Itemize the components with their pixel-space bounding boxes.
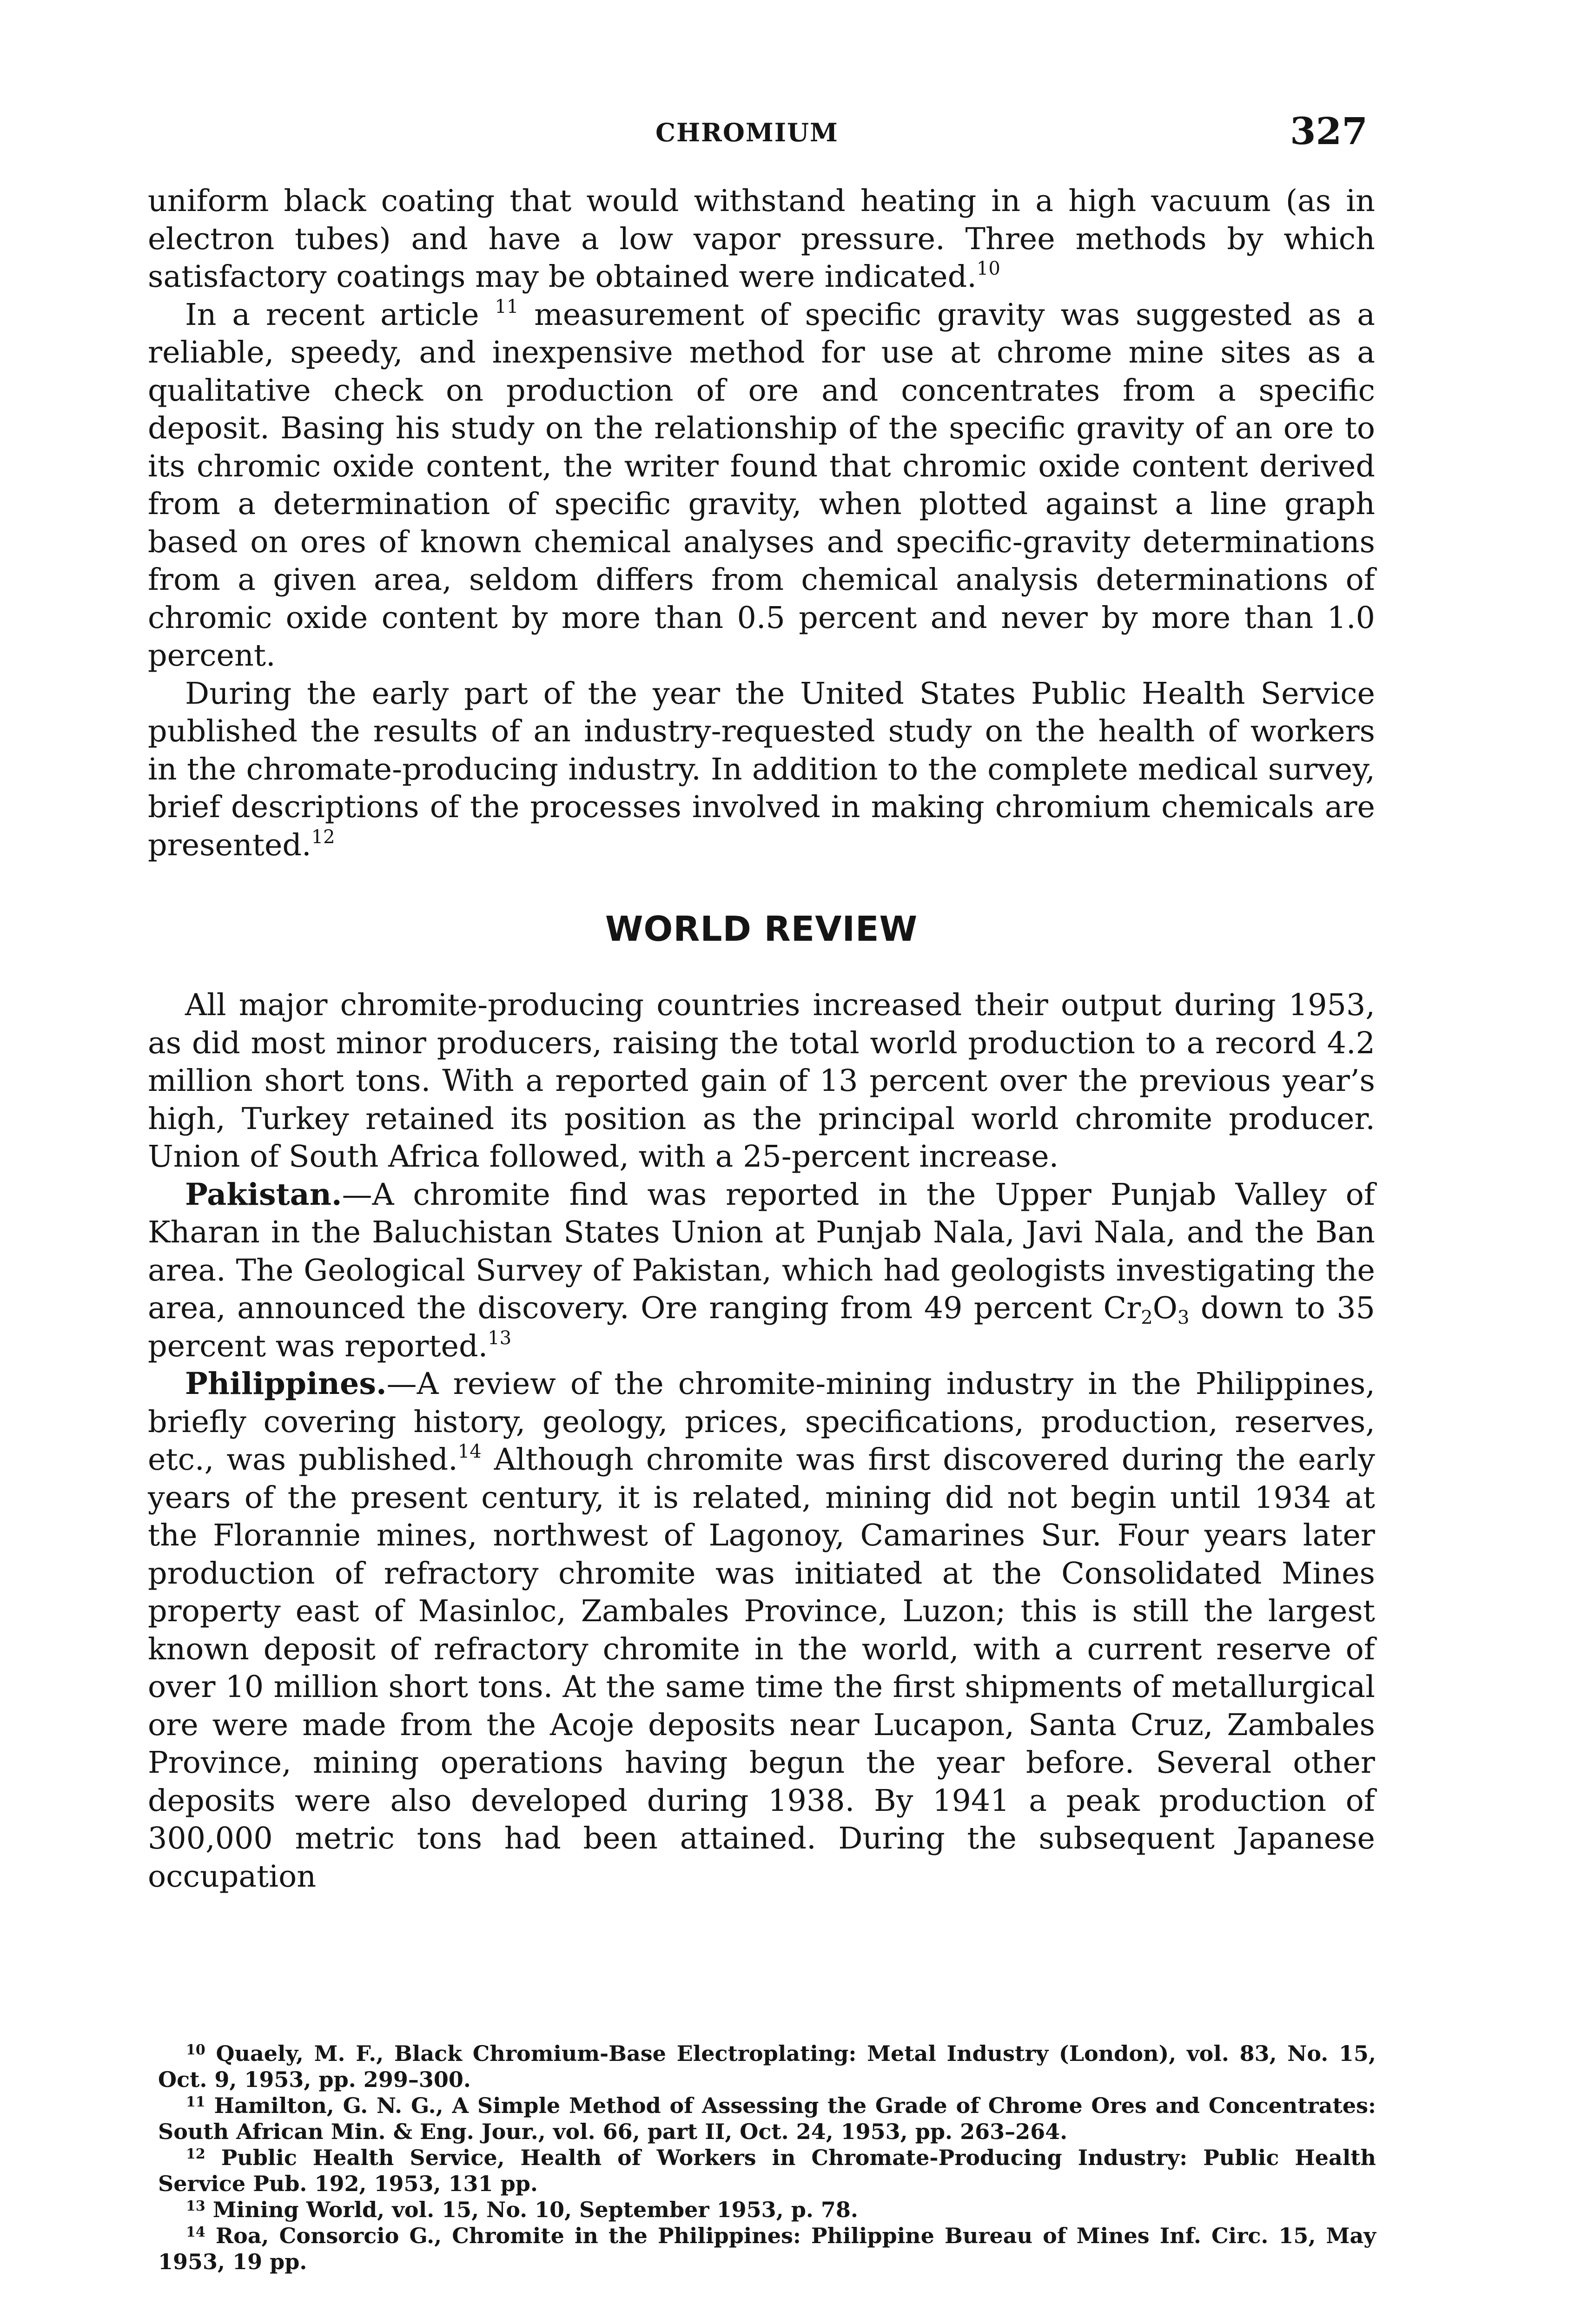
paragraph-text: measurement of specific gravity was suggested as a reliable, speedy, and inexpensive method for use at chrome mine sites as a qualitative check on production of ore and concentrates from a specific deposit. Basing his study on the relationship of the specific gravity of an ore to its chromic oxide content, the writer found that chromic oxide content derived from a determination of specific gravity, when plotted against a line graph based on ores of known chemical analyses and specific-gravity determinations from a given area, seldom differs from chemical analysis determinations of chromic oxide content by more than 0.5 percent and never by more than 1.0 percent. [148, 297, 1375, 673]
run-in-heading-pakistan: Pakistan. [185, 1176, 342, 1212]
footnote-text: Hamilton, G. N. G., A Simple Method of Assessing the Grade of Chrome Ores and Concentrates: South African Min. & Eng. Jour., vol. 66, part II, Oct. 24, 1953, pp. 263–264. [158, 2093, 1376, 2144]
subscript: 2 [1141, 1307, 1153, 1328]
footnote [158, 2040, 1376, 2093]
formula-part: O [1152, 1291, 1177, 1326]
main-text [148, 182, 1375, 1895]
footnote-text: Public Health Service, Health of Workers in Chromate-Producing Industry: Public Health Service Pub. 192, 1953, 131 pp. [158, 2145, 1376, 2196]
paragraph-coating [148, 182, 1375, 296]
footnote [158, 2197, 1376, 2223]
running-head [0, 109, 1581, 151]
footnote-ref: 10 [976, 258, 1000, 279]
footnote-ref: 13 [488, 1327, 512, 1349]
footnotes [158, 2040, 1376, 2275]
footnote-ref: 14 [457, 1441, 482, 1462]
paragraph-pakistan [148, 1176, 1375, 1366]
paragraph-world-production [148, 986, 1375, 1176]
page-number: 327 [1290, 109, 1368, 153]
running-head-title: CHROMIUM [655, 118, 839, 147]
paragraph-text: In a recent article [185, 297, 479, 332]
paragraph-text: uniform black coating that would withstand heating in a high vacuum (as in electron tubes) and have a low vapor pressure. Three methods by which satisfactory coatings may be obtained were indicated. [148, 184, 1375, 294]
paragraph-text: down to 35 percent was reported. [148, 1291, 1375, 1364]
footnote-text: Mining World, vol. 15, No. 10, September 1953, p. 78. [212, 2197, 858, 2222]
footnote-text: Roa, Consorcio G., Chromite in the Philippines: Philippine Bureau of Mines Inf. Circ. 15, May 1953, 19 pp. [158, 2223, 1376, 2274]
run-in-heading-philippines: Philippines. [185, 1366, 387, 1401]
footnote-number: 11 [186, 2094, 205, 2110]
footnote-number: 14 [186, 2224, 205, 2240]
footnote-text: Quaely, M. F., Black Chromium-Base Electroplating: Metal Industry (London), vol. 83, No. 15, Oct. 9, 1953, pp. 299–300. [158, 2041, 1376, 2092]
paragraph-specific-gravity [148, 296, 1375, 675]
footnote-number: 13 [186, 2198, 205, 2214]
subscript: 3 [1177, 1307, 1190, 1328]
paragraph-text: —A review of the chromite-mining industry in the Philippines, briefly covering history, geology, prices, specifications, production, reserves, etc., was published. [148, 1367, 1375, 1477]
footnote [158, 2093, 1376, 2145]
footnote-ref: 12 [311, 826, 335, 848]
paragraph-philippines [148, 1365, 1375, 1895]
paragraph-public-health [148, 675, 1375, 865]
paragraph-text: —A chromite find was reported in the Upper Punjab Valley of Kharan in the Baluchistan States Union at Punjab Nala, Javi Nala, and the Ban area. The Geological Survey of Pakistan, which had geologists investigating the area, announced the discovery. Ore ranging from 49 percent Cr [148, 1177, 1375, 1326]
footnote-number: 12 [186, 2146, 205, 2162]
paragraph-text: Although chromite was first discovered during the early years of the present century, it is related, mining did not begin until 1934 at the Florannie mines, northwest of Lagonoy, Camarines Sur. Four years later production of refractory chromite was initiated at the Consolidated Mines property east of Masinloc, Zambales Province, Luzon; this is still the largest known deposit of refractory chromite in the world, with a current reserve of over 10 million short tons. At the same time the first shipments of metallurgical ore were made from the Acoje deposits near Lucapon, Santa Cruz, Zambales Province, mining operations having begun the year before. Several other deposits were also developed during 1938. By 1941 a peak production of 300,000 metric tons had been attained. During the subsequent Japanese occupation [148, 1442, 1375, 1894]
paragraph-text: During the early part of the year the United States Public Health Service published the results of an industry-requested study on the health of workers in the chromate-producing industry. In addition to the complete medical survey, brief descriptions of the processes involved in making chromium chemicals are presented. [148, 676, 1375, 863]
footnote [158, 2145, 1376, 2197]
section-heading: WORLD REVIEW [605, 909, 918, 949]
footnote-ref: 11 [495, 296, 519, 317]
footnote-number: 10 [186, 2042, 205, 2058]
footnote [158, 2223, 1376, 2275]
paragraph-text: All major chromite-producing countries increased their output during 1953, as did most minor producers, raising the total world production to a record 4.2 million short tons. With a reported gain of 13 percent over the previous year’s high, Turkey retained its position as the principal world chromite producer. Union of South Africa followed, with a 25-percent increase. [148, 988, 1375, 1174]
